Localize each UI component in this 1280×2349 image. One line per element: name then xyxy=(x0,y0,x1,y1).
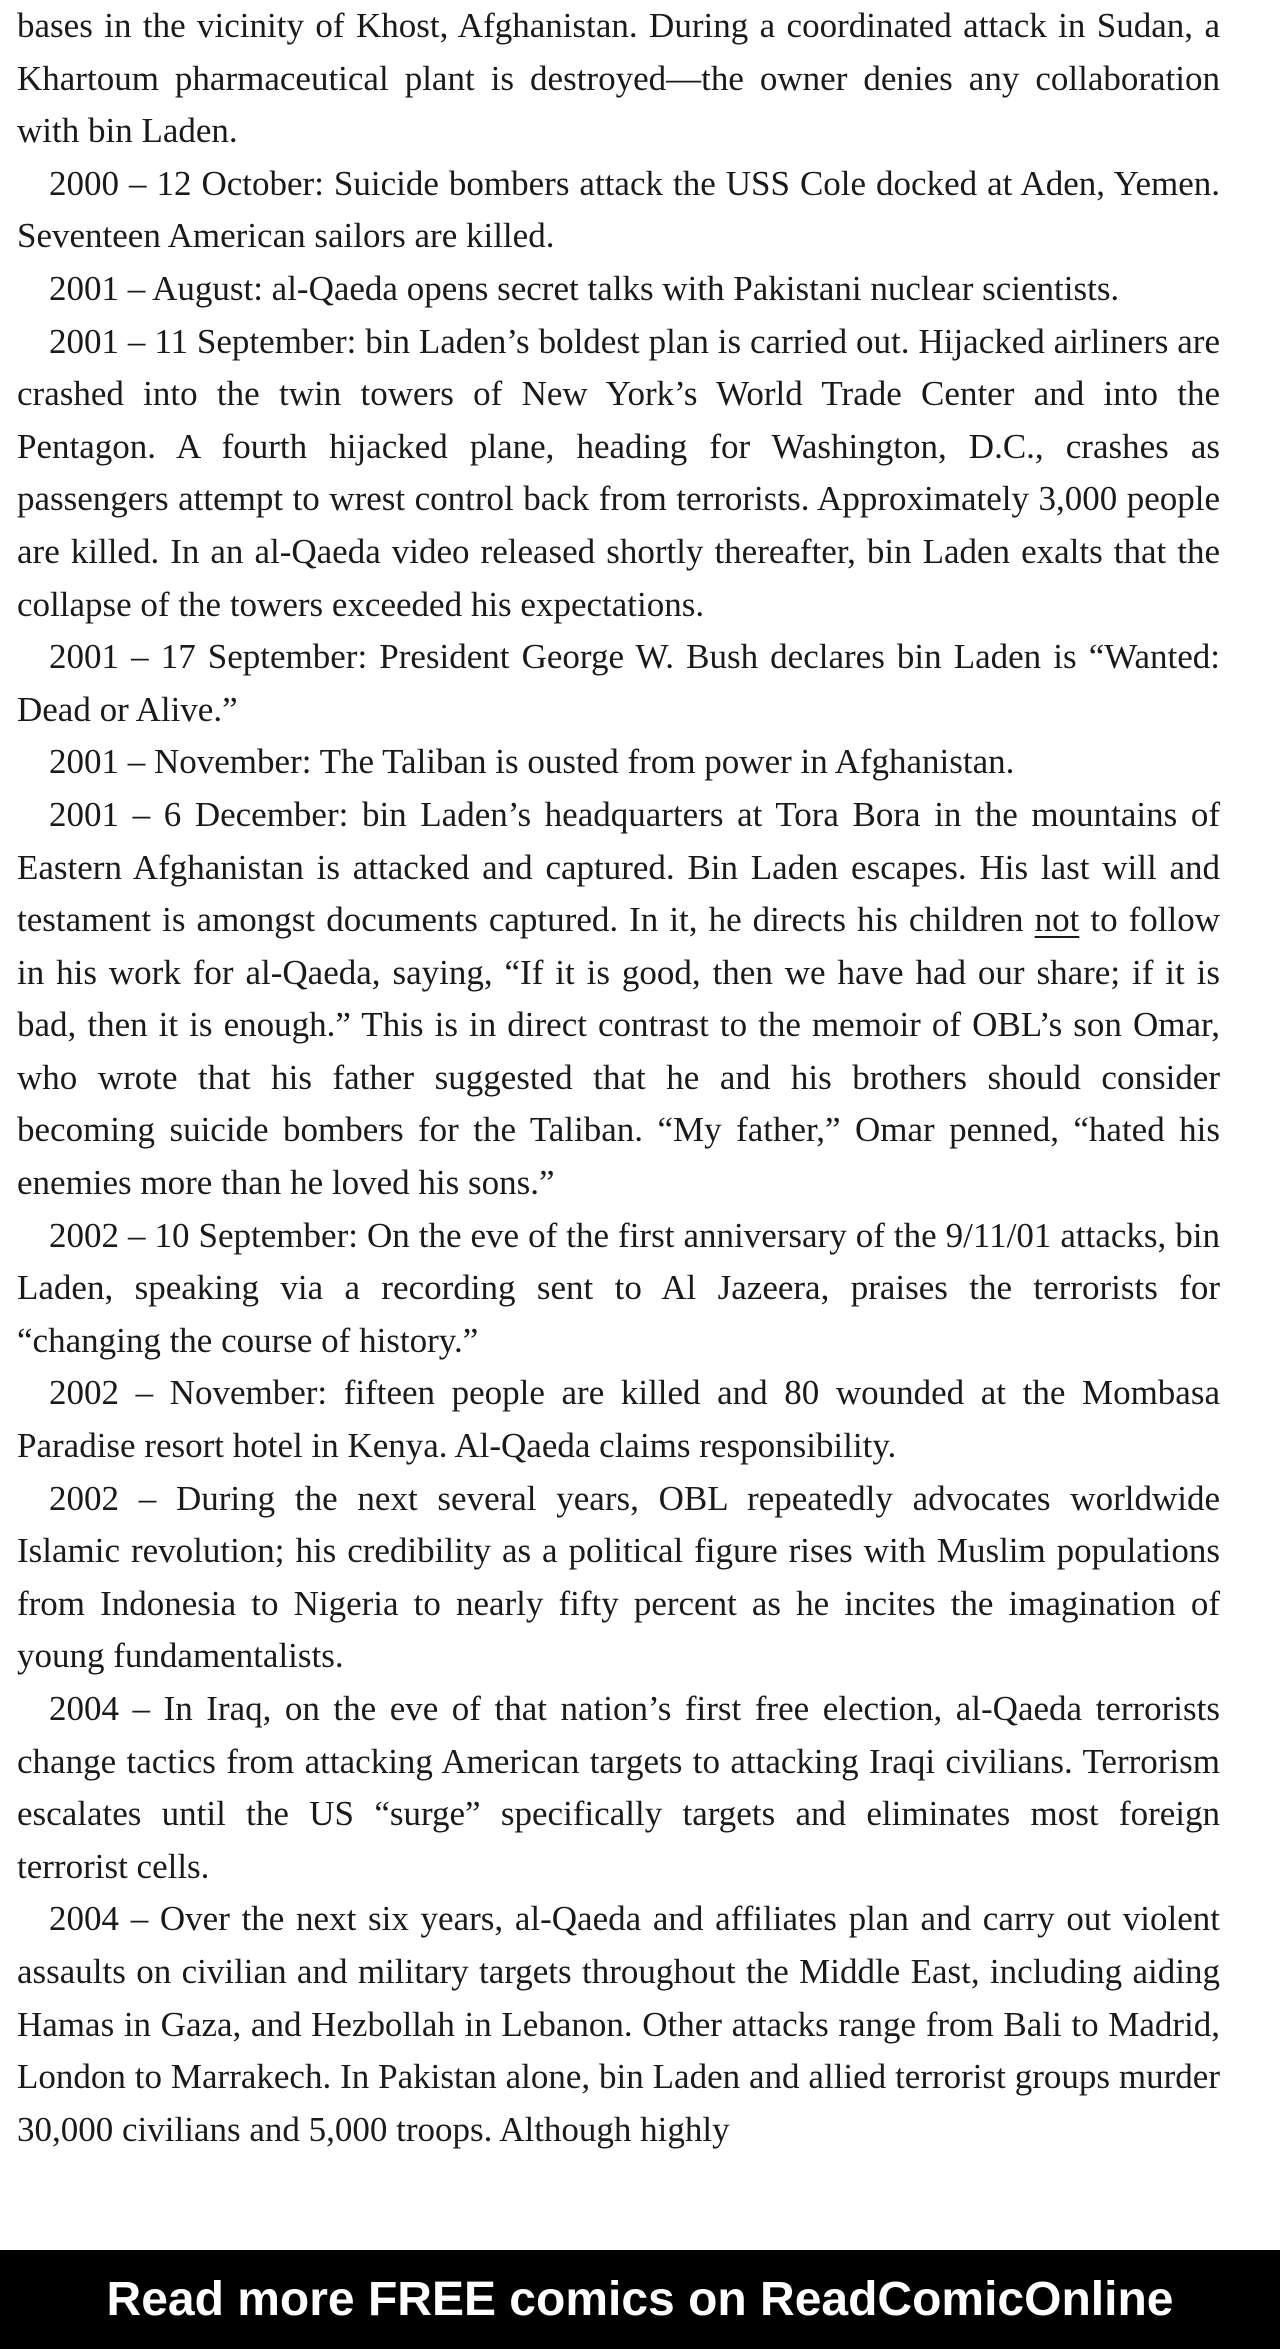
paragraph-tora-bora xyxy=(17,789,1220,1210)
paragraph-uss-cole: 2000 – 12 October: Suicide bombers attack the USS Cole docked at Aden, Yemen. Seventeen American sailors are killed. xyxy=(17,163,1220,256)
paragraph-mombasa: 2002 – November: fifteen people are killed and 80 wounded at the Mombasa Paradise resort hotel in Kenya. Al-Qaeda claims responsibility. xyxy=(17,1373,1220,1466)
footer-banner-text[interactable]: Read more FREE comics on ReadComicOnline xyxy=(106,2273,1174,2326)
paragraph-september-11: 2001 – 11 September: bin Laden’s boldest plan is carried out. Hijacked airliners are crashed into the twin towers of New York’s World Trade Center and into the Pentagon. A fourth hijacked plane, heading for Washington, D.C., crashes as passengers attempt to wrest control back from terrorists. Approximately 3,000 people are killed. In an al-Qaeda video released shortly thereafter, bin Laden exalts that the collapse of the towers exceeded his expectations. xyxy=(17,321,1220,624)
paragraph-affiliates: 2004 – Over the next six years, al-Qaeda and affiliates plan and carry out violent assaults on civilian and military targets throughout the Middle East, including aiding Hamas in Gaza, and Hezbollah in Lebanon. Other attacks range from Bali to Madrid, London to Marrakech. In Pakistan alone, bin Laden and allied terrorist groups murder 30,000 civilians and 5,000 troops. Although highly xyxy=(17,1899,1220,2149)
paragraph-nuclear-talks: 2001 – August: al-Qaeda opens secret talks with Pakistani nuclear scientists. xyxy=(49,268,1120,308)
paragraph-dead-or-alive: 2001 – 17 September: President George W. Bush declares bin Laden is “Wanted: Dead or Alive.” xyxy=(17,637,1220,729)
underlined-word: not xyxy=(1034,900,1080,940)
tora-bora-text-after: to follow in his work for al-Qaeda, saying, “If it is good, then we have had our share; if it is bad, then it is enough.” This is in direct contrast to the memoir of OBL’s son Omar, who wrote that his father suggested that he and his brothers should consider becoming suicide bombers for the Taliban. “My father,” Omar penned, “hated his enemies more than he loved his sons.” xyxy=(17,900,1220,1203)
paragraph-khartoum: bases in the vicinity of Khost, Afghanistan. During a coordinated attack in Sudan, a Khartoum pharmaceutical plant is destroyed—the owner denies any collaboration with bin Laden. xyxy=(17,6,1220,151)
paragraph-al-jazeera: 2002 – 10 September: On the eve of the first anniversary of the 9/11/01 attacks, bin Laden, speaking via a recording sent to Al Jazeera, praises the terrorists for “changing the course of history.” xyxy=(17,1215,1220,1360)
footer-banner[interactable] xyxy=(0,2250,1280,2349)
tora-bora-text-before: 2001 – 6 December: bin Laden’s headquarters at Tora Bora in the mountains of Eastern Afghanistan is attacked and captured. Bin Laden escapes. His last will and testament is amongst documents captured. In it, he directs his children xyxy=(17,794,1220,940)
paragraph-taliban-ousted: 2001 – November: The Taliban is ousted from power in Afghanistan. xyxy=(49,742,1015,782)
paragraph-islamic-revolution: 2002 – During the next several years, OBL repeatedly advocates worldwide Islamic revolution; his credibility as a political figure rises with Muslim populations from Indonesia to Nigeria to nearly fifty percent as he incites the imagination of young fundamentalists. xyxy=(17,1478,1220,1676)
timeline-text xyxy=(17,0,1220,2156)
paragraph-iraq: 2004 – In Iraq, on the eve of that nation’s first free election, al-Qaeda terrorists change tactics from attacking American targets to attacking Iraqi civilians. Terrorism escalates until the US “surge” specifically targets and eliminates most foreign terrorist cells. xyxy=(17,1689,1220,1886)
